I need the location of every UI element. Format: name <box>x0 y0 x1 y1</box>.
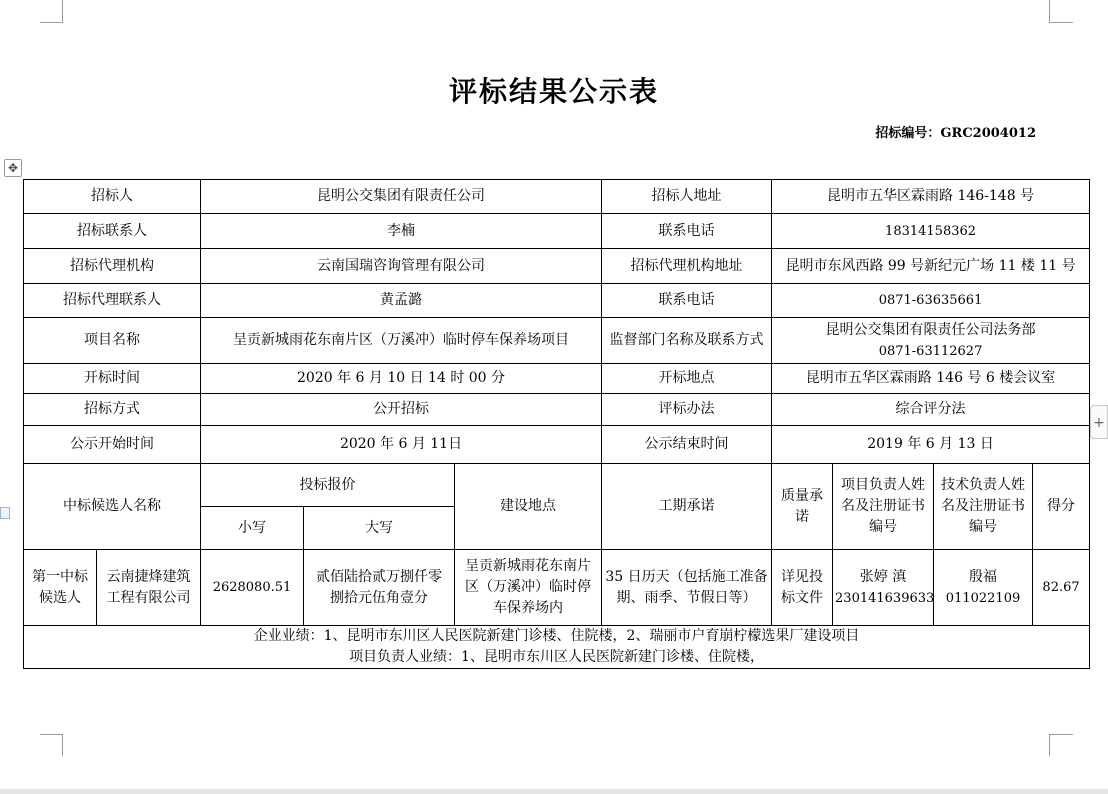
crop-mark-top-left-h <box>40 22 63 23</box>
info-value: 综合评分法 <box>772 394 1090 426</box>
info-value: 昆明市东风西路 99 号新纪元广场 11 楼 11 号 <box>772 249 1090 284</box>
candidate-tech <box>934 550 1033 626</box>
location-line: 区（万溪冲）临时停 <box>465 579 592 595</box>
info-value: 0871-63635661 <box>772 284 1090 318</box>
info-row <box>24 214 1090 249</box>
info-row <box>24 249 1090 284</box>
candidate-row <box>24 550 1090 626</box>
crop-mark-top-right-v <box>1049 0 1050 22</box>
document-title: 评标结果公示表 <box>448 75 659 108</box>
crop-mark-bottom-left-h <box>40 734 63 735</box>
info-label: 招标联系人 <box>24 214 201 249</box>
candidate-company <box>97 550 201 626</box>
period-line: 35 日历天（包括施工准备 <box>605 568 768 585</box>
info-label: 公示开始时间 <box>24 426 201 464</box>
info-value: 2020 年 6 月 11日 <box>201 426 602 464</box>
rank-line: 第一中标 <box>32 568 88 585</box>
candidate-quality <box>772 550 833 626</box>
candidate-rank <box>24 550 97 626</box>
notes-row <box>24 626 1090 669</box>
info-value: 昆明公交集团有限责任公司 <box>201 180 602 214</box>
pm-header-line: 编号 <box>869 519 898 535</box>
company-line: 云南捷烽建筑 <box>106 568 191 585</box>
quality-line: 标文件 <box>781 589 824 606</box>
tech-cert: 011022109 <box>945 590 1021 606</box>
info-value: 2020 年 6 月 10 日 14 时 00 分 <box>201 364 602 394</box>
tech-header-line: 编号 <box>969 519 998 535</box>
location-line: 呈贡新城雨花东南片 <box>465 558 592 574</box>
pm-name: 张婷 滇 <box>859 568 907 585</box>
info-label: 招标方式 <box>24 394 201 426</box>
info-label: 监督部门名称及联系方式 <box>602 318 772 364</box>
table-move-handle-icon[interactable]: ✥ <box>4 159 22 177</box>
result-table <box>23 179 1090 669</box>
crop-mark-top-left-v <box>62 0 63 22</box>
price-upper <box>304 550 455 626</box>
info-row <box>24 394 1090 426</box>
info-label: 开标时间 <box>24 364 201 394</box>
info-label: 评标办法 <box>602 394 772 426</box>
company-performance: 企业业绩：1、昆明市东川区人民医院新建门诊楼、住院楼，2、瑞丽市户育崩柠檬选果厂建设项目 <box>253 628 860 644</box>
info-value <box>772 318 1090 364</box>
candidate-location <box>455 550 602 626</box>
info-label: 项目名称 <box>24 318 201 364</box>
rank-line: 候选人 <box>39 589 81 606</box>
quality-line: 详见投 <box>781 568 824 585</box>
info-row <box>24 284 1090 318</box>
candidate-name-header: 中标候选人名称 <box>24 464 201 550</box>
pm-header-line: 名及注册证书 <box>841 498 926 514</box>
tech-header <box>934 464 1033 550</box>
bid-number: 招标编号：GRC2004012 <box>875 126 1036 141</box>
performance-notes <box>24 626 1090 669</box>
info-row <box>24 318 1090 364</box>
info-label: 招标代理联系人 <box>24 284 201 318</box>
info-label: 招标人 <box>24 180 201 214</box>
period-header: 工期承诺 <box>602 464 772 550</box>
company-line: 工程有限公司 <box>106 589 191 606</box>
info-label: 联系电话 <box>602 214 772 249</box>
candidate-score: 82.67 <box>1033 550 1090 626</box>
location-header: 建设地点 <box>455 464 602 550</box>
pm-performance: 项目负责人业绩：1、昆明市东川区人民医院新建门诊楼、住院楼， <box>349 649 764 665</box>
info-value: 李楠 <box>201 214 602 249</box>
info-label: 招标人地址 <box>602 180 772 214</box>
info-label: 联系电话 <box>602 284 772 318</box>
supervisor-phone: 0871-63112627 <box>878 343 983 359</box>
quality-header <box>772 464 833 550</box>
info-label: 招标代理机构地址 <box>602 249 772 284</box>
candidate-period <box>602 550 772 626</box>
pm-header <box>833 464 934 550</box>
supervisor-name: 昆明公交集团有限责任公司法务部 <box>825 321 1036 338</box>
info-value: 昆明市五华区霖雨路 146 号 6 楼会议室 <box>772 364 1090 394</box>
info-value: 昆明市五华区霖雨路 146-148 号 <box>772 180 1090 214</box>
crop-mark-bottom-right-h <box>1049 734 1073 735</box>
info-value: 18314158362 <box>772 214 1090 249</box>
info-value: 公开招标 <box>201 394 602 426</box>
upper-header: 大写 <box>304 507 455 550</box>
quality-header-line: 质量承 <box>781 487 824 504</box>
price-lower: 2628080.51 <box>201 550 304 626</box>
period-line: 期、雨季、节假日等） <box>616 589 757 606</box>
crop-mark-bottom-left-v <box>62 734 63 756</box>
lower-header: 小写 <box>201 507 304 550</box>
document-side-icon <box>0 507 10 519</box>
candidate-header-row <box>24 464 1090 507</box>
tech-header-line: 技术负责人姓 <box>941 477 1026 493</box>
info-row <box>24 426 1090 464</box>
price-upper-line: 捌拾元伍角壹分 <box>330 589 428 606</box>
info-label: 开标地点 <box>602 364 772 394</box>
location-line: 车保养场内 <box>493 600 564 616</box>
quality-header-line: 诺 <box>795 508 810 525</box>
tech-header-line: 名及注册证书 <box>941 498 1026 514</box>
candidate-pm <box>833 550 934 626</box>
add-row-button[interactable]: + <box>1090 405 1108 439</box>
price-upper-line: 贰佰陆拾贰万捌仟零 <box>316 568 442 585</box>
page-bottom-edge <box>0 789 1108 794</box>
bid-price-header: 投标报价 <box>201 464 455 507</box>
score-header: 得分 <box>1033 464 1090 550</box>
info-value: 云南国瑞咨询管理有限公司 <box>201 249 602 284</box>
crop-mark-bottom-right-v <box>1049 734 1050 756</box>
info-value: 黄孟潞 <box>201 284 602 318</box>
pm-cert: 230141639633 <box>835 590 935 606</box>
info-value: 呈贡新城雨花东南片区（万溪冲）临时停车保养场项目 <box>201 318 602 364</box>
info-row <box>24 180 1090 214</box>
info-row <box>24 364 1090 394</box>
pm-header-line: 项目负责人姓 <box>841 477 926 493</box>
crop-mark-top-right-h <box>1049 22 1073 23</box>
info-label: 招标代理机构 <box>24 249 201 284</box>
tech-name: 殷福 <box>969 568 998 585</box>
info-value: 2019 年 6 月 13 日 <box>772 426 1090 464</box>
info-label: 公示结束时间 <box>602 426 772 464</box>
